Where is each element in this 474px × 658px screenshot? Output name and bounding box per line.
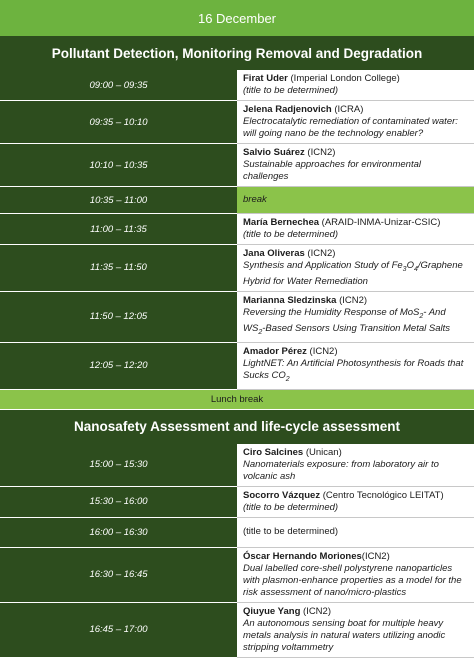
talk-title: Reversing the Humidity Response of MoS$_2$- And $WS_2$-Based Sensors Using Transition Metal Salts — [243, 306, 451, 336]
table-row — [0, 101, 474, 144]
talk-cell: (title to be determined) — [237, 517, 474, 547]
time-slot: 09:35 – 10:10 — [0, 101, 237, 144]
talk-title: Sustainable approaches for environmental challenges — [243, 159, 421, 182]
speaker-affiliation: (ICN2) — [304, 147, 336, 158]
talk-cell — [237, 245, 474, 292]
speaker-affiliation: (Centro Tecnológico LEITAT) — [320, 489, 444, 501]
speaker-name: Firat Uder — [243, 73, 288, 84]
lunch-break-row: Lunch break — [0, 389, 474, 409]
session-title-1: Pollutant Detection, Monitoring Removal and Degradation — [0, 36, 474, 70]
table-row — [0, 547, 474, 602]
speaker-name: Óscar Hernando Moriones — [243, 550, 362, 562]
time-slot: 10:10 – 10:35 — [0, 144, 237, 187]
time-slot: 16:45 – 17:00 — [0, 602, 237, 657]
speaker-name: Qiuyue Yang — [243, 605, 301, 617]
speaker-affiliation: (ARAID-INMA-Unizar-CSIC) — [319, 217, 441, 228]
break-row — [0, 187, 474, 214]
time-slot: 16:30 – 16:45 — [0, 547, 237, 602]
table-row — [0, 342, 474, 389]
table-row — [0, 517, 474, 547]
talk-title: An autonomous sensing boat for multiple heavy metals analysis in natural waters utilizing anodic stripping voltammetry — [243, 617, 446, 653]
speaker-affiliation: (ICN2) — [336, 294, 368, 306]
talk-title: LightNET: An Artificial Photosynthesis for Roads that Sucks $CO_2$ — [243, 357, 464, 383]
talk-title: Dual labelled core-shell polystyrene nanoparticles with plasmon-enhance properties as a model for the risk assessment of nano/micro-plastics — [243, 562, 462, 598]
talk-title: Synthesis and Application Study of $Fe_3O_4$/Graphene Hybrid for Water Remediation — [243, 260, 463, 287]
time-slot: 10:35 – 11:00 — [0, 187, 237, 214]
table-row — [0, 486, 474, 517]
break-label: break — [237, 187, 474, 214]
table-row — [0, 291, 474, 342]
talk-title: (title to be determined) — [243, 229, 339, 240]
talk-title: (title to be determined) — [243, 501, 339, 513]
time-slot: 11:35 – 11:50 — [0, 245, 237, 292]
time-slot: 16:00 – 16:30 — [0, 517, 237, 547]
speaker-name: Jana Oliveras — [243, 248, 305, 259]
speaker-name: Salvio Suárez — [243, 147, 305, 158]
speaker-affiliation: (Unican) — [303, 446, 342, 458]
table-row — [0, 245, 474, 292]
talk-cell — [237, 101, 474, 144]
talk-cell — [237, 602, 474, 657]
speaker-name: Marianna Sledzinska — [243, 294, 337, 306]
speaker-affiliation: (ICRA) — [331, 104, 364, 115]
time-slot: 11:00 – 11:35 — [0, 214, 237, 245]
speaker-name: Ciro Salcines — [243, 446, 304, 458]
speaker-name: Jelena Radjenovich — [243, 104, 332, 115]
table-row — [0, 444, 474, 487]
time-slot: 12:05 – 12:20 — [0, 342, 237, 389]
talk-cell — [237, 486, 474, 517]
talk-cell — [237, 291, 474, 342]
speaker-affiliation: (Imperial London College) — [287, 73, 400, 84]
table-row — [0, 214, 474, 245]
speaker-affiliation: (ICN2) — [361, 550, 390, 562]
time-slot: 15:30 – 16:00 — [0, 486, 237, 517]
talk-title: (title to be determined) — [243, 85, 339, 96]
table-row — [0, 144, 474, 187]
session-title-2: Nanosafety Assessment and life-cycle assessment — [0, 409, 474, 444]
talk-title: Electrocatalytic remediation of contaminated water: will going nano be the technology enabler? — [243, 116, 458, 139]
table-row — [0, 70, 474, 101]
talk-cell — [237, 214, 474, 245]
time-slot: 11:50 – 12:05 — [0, 291, 237, 342]
talk-cell — [237, 144, 474, 187]
table-row — [0, 602, 474, 657]
time-slot: 15:00 – 15:30 — [0, 444, 237, 487]
talk-cell — [237, 70, 474, 101]
day-header: 16 December — [0, 0, 474, 36]
speaker-affiliation: (ICN2) — [304, 248, 336, 259]
speaker-name: María Bernechea — [243, 217, 320, 228]
talk-cell — [237, 444, 474, 487]
talk-cell — [237, 547, 474, 602]
speaker-name: Socorro Vázquez — [243, 489, 321, 501]
talk-cell — [237, 342, 474, 389]
time-slot: 09:00 – 09:35 — [0, 70, 237, 101]
speaker-affiliation: (ICN2) — [306, 345, 338, 357]
speaker-affiliation: (ICN2) — [300, 605, 331, 617]
speaker-name: Amador Pérez — [243, 345, 307, 357]
talk-title: Nanomaterials exposure: from laboratory air to volcanic ash — [243, 458, 439, 482]
